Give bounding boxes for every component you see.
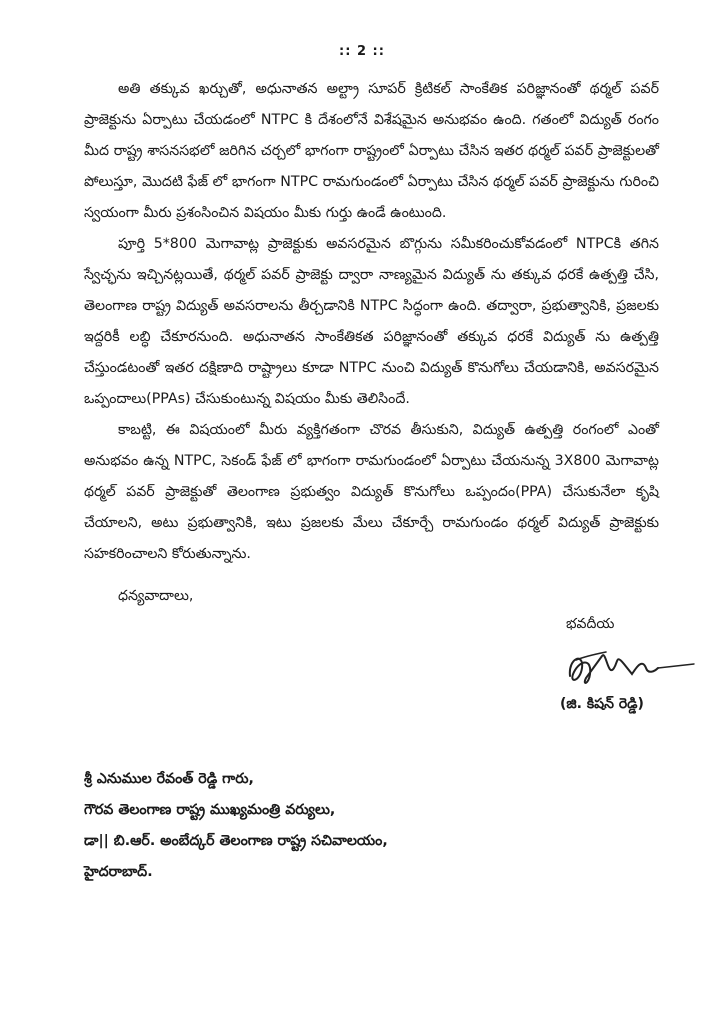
letter-body bbox=[84, 74, 659, 570]
recipient-address bbox=[84, 764, 388, 888]
signature-icon bbox=[562, 638, 702, 694]
paragraph-2: పూర్తి 5*800 మెగావాట్ల ప్రాజెక్టుకు అవసరమైన బొగ్గును సమీకరించుకోవడంలో NTPCకి తగిన స్వేచ్ఛను ఇచ్చినట్లయితే, థర్మల్ పవర్ ప్రాజెక్టు ద్వారా నాణ్యమైన విద్యుత్ ను తక్కువ ధరకే ఉత్పత్తి చేసి, తెలంగాణ రాష్ట్ర విద్యుత్ అవసరాలను తీర్చడానికి NTPC సిద్ధంగా ఉంది. తద్వారా, ప్రభుత్వానికి, ప్రజలకు ఇద్దరికీ లబ్ధి చేకూరనుంది. అధునాతన సాంకేతికత పరిజ్ఞానంతో తక్కువ ధరకే విద్యుత్ ను ఉత్పత్తి చేస్తుండటంతో ఇతర దక్షిణాది రాష్ట్రాలు కూడా NTPC నుంచి విద్యుత్ కొనుగోలు చేయడానికి, అవసరమైన ఒప్పందాలు(PPAs) చేసుకుంటున్న విషయం మీకు తెలిసిందే. bbox=[84, 236, 659, 407]
address-line: గౌరవ తెలంగాణ రాష్ట్ర ముఖ్యమంత్రి వర్యులు, bbox=[84, 802, 336, 818]
paragraph-1: అతి తక్కువ ఖర్చుతో, అధునాతన అల్ట్రా సూపర్ క్రిటికల్ సాంకేతిక పరిజ్ఞానంతో థర్మల్ పవర్ ప్రాజెక్టును ఏర్పాటు చేయడంలో NTPC కి దేశంలోనే విశేషమైన అనుభవం ఉంది. గతంలో విద్యుత్ రంగం మీద రాష్ట్ర శాసనసభలో జరిగిన చర్చలో భాగంగా రాష్ట్రంలో ఏర్పాటు చేసిన ఇతర థర్మల్ పవర్ ప్రాజెక్టులతో పోలుస్తూ, మొదటి ఫేజ్ లో భాగంగా NTPC రామగుండంలో ఏర్పాటు చేసిన థర్మల్ పవర్ ప్రాజెక్టును గురించి స్వయంగా మీరు ప్రశంసించిన విషయం మీకు గుర్తు ఉండే ఉంటుంది. bbox=[84, 81, 659, 221]
address-line: శ్రీ ఎనుముల రేవంత్ రెడ్డి గారు, bbox=[84, 771, 254, 787]
closing-thanks: ధన్యవాదాలు, bbox=[118, 588, 194, 604]
signer-name: (జి. కిషన్ రెడ్డి) bbox=[560, 696, 644, 712]
page-number: :: 2 :: bbox=[339, 44, 385, 59]
address-line: హైదరాబాద్. bbox=[84, 864, 153, 880]
address-line: డా|| బి.ఆర్. అంబేద్కర్ తెలంగాణ రాష్ట్ర సచివాలయం, bbox=[84, 833, 388, 849]
signoff-text: భవదీయ bbox=[566, 616, 615, 632]
paragraph-3: కాబట్టి, ఈ విషయంలో మీరు వ్యక్తిగతంగా చొరవ తీసుకుని, విద్యుత్ ఉత్పత్తి రంగంలో ఎంతో అనుభవం ఉన్న NTPC, సెకండ్ ఫేజ్ లో భాగంగా రామగుండంలో ఏర్పాటు చేయనున్న 3X800 మెగావాట్ల థర్మల్ పవర్ ప్రాజెక్టుతో తెలంగాణ ప్రభుత్వం విద్యుత్ కొనుగోలు ఒప్పందం(PPA) చేసుకునేలా కృషి చేయాలని, అటు ప్రభుత్వానికి, ఇటు ప్రజలకు మేలు చేకూర్చే రామగుండం థర్మల్ విద్యుత్ ప్రాజెక్టుకు సహకరించాలని కోరుతున్నాను. bbox=[84, 422, 659, 562]
